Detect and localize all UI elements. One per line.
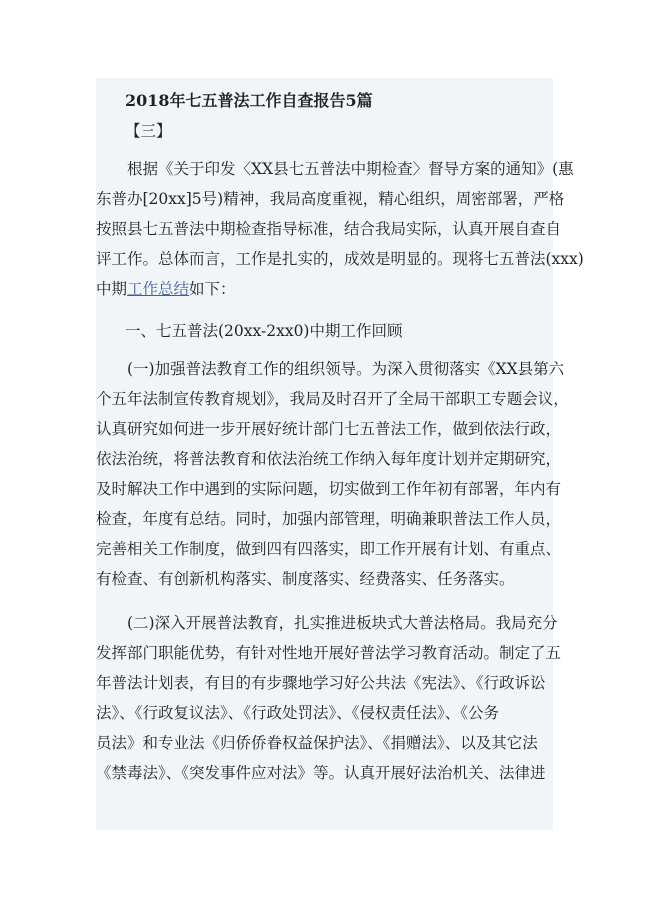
text-line: 根据《关于印发〈XX县七五普法中期检查〉督导方案的通知》(惠 — [127, 160, 574, 178]
document-page — [96, 78, 584, 830]
section-marker: 【三】 — [125, 122, 172, 140]
text-line: 《禁毒法》、《突发事件应对法》等。认真开展好法治机关、法律进 — [96, 764, 546, 782]
text-line — [96, 274, 553, 304]
text-line: 年普法计划表，有目的有步骤地学习好公共法《宪法》、《行政诉讼 — [96, 674, 546, 692]
text-line: 有检查、有创新机构落实、制度落实、经费落实、任务落实。 — [96, 570, 515, 588]
text-line: 东普办[20xx]5号)精神，我局高度重视，精心组织，周密部署，严格 — [96, 190, 565, 208]
text-line: 检查，年度有总结。同时，加强内部管理，明确兼职普法工作人员， — [96, 510, 562, 528]
text-line: 及时解决工作中遇到的实际问题，切实做到工作年初有部署，年内有 — [96, 480, 562, 498]
text-line: 按照县七五普法中期检查指导标准，结合我局实际，认真开展自查自 — [96, 220, 562, 238]
work-summary-link[interactable]: 工作总结 — [127, 280, 190, 298]
text-line: 员法》和专业法《归侨侨眷权益保护法》、《捐赠法》、以及其它法 — [96, 734, 538, 752]
text-fragment: 中期 — [96, 280, 128, 298]
text-line: 发挥部门职能优势，有针对性地开展好普法学习教育活动。制定了五 — [96, 644, 562, 662]
text-line: 法》、《行政复议法》、《行政处罚法》、《侵权责任法》、《公务 — [96, 704, 500, 722]
text-line: 完善相关工作制度，做到四有四落实，即工作开展有计划、有重点、 — [96, 540, 562, 558]
text-line: 评工作。总体而言，工作是扎实的，成效是明显的。现将七五普法(xxx) — [96, 250, 584, 268]
text-line: 认真研究如何进一步开展好统计部门七五普法工作，做到依法行政， — [96, 420, 562, 438]
text-line: (一)加强普法教育工作的组织领导。为深入贯彻落实《XX县第六 — [127, 360, 565, 378]
section-heading: 一、七五普法(20xx-2xx0)中期工作回顾 — [125, 322, 403, 340]
text-line: (二)深入开展普法教育，扎实推进板块式大普法格局。我局充分 — [127, 614, 558, 632]
text-line: 个五年法制宣传教育规划》，我局及时召开了全局干部职工专题会议， — [96, 390, 569, 408]
text-line: 依法治统，将普法教育和依法治统工作纳入每年度计划并定期研究， — [96, 450, 562, 468]
text-fragment: 如下： — [189, 280, 236, 298]
document-title: 2018年七五普法工作自查报告5篇 — [125, 91, 373, 110]
